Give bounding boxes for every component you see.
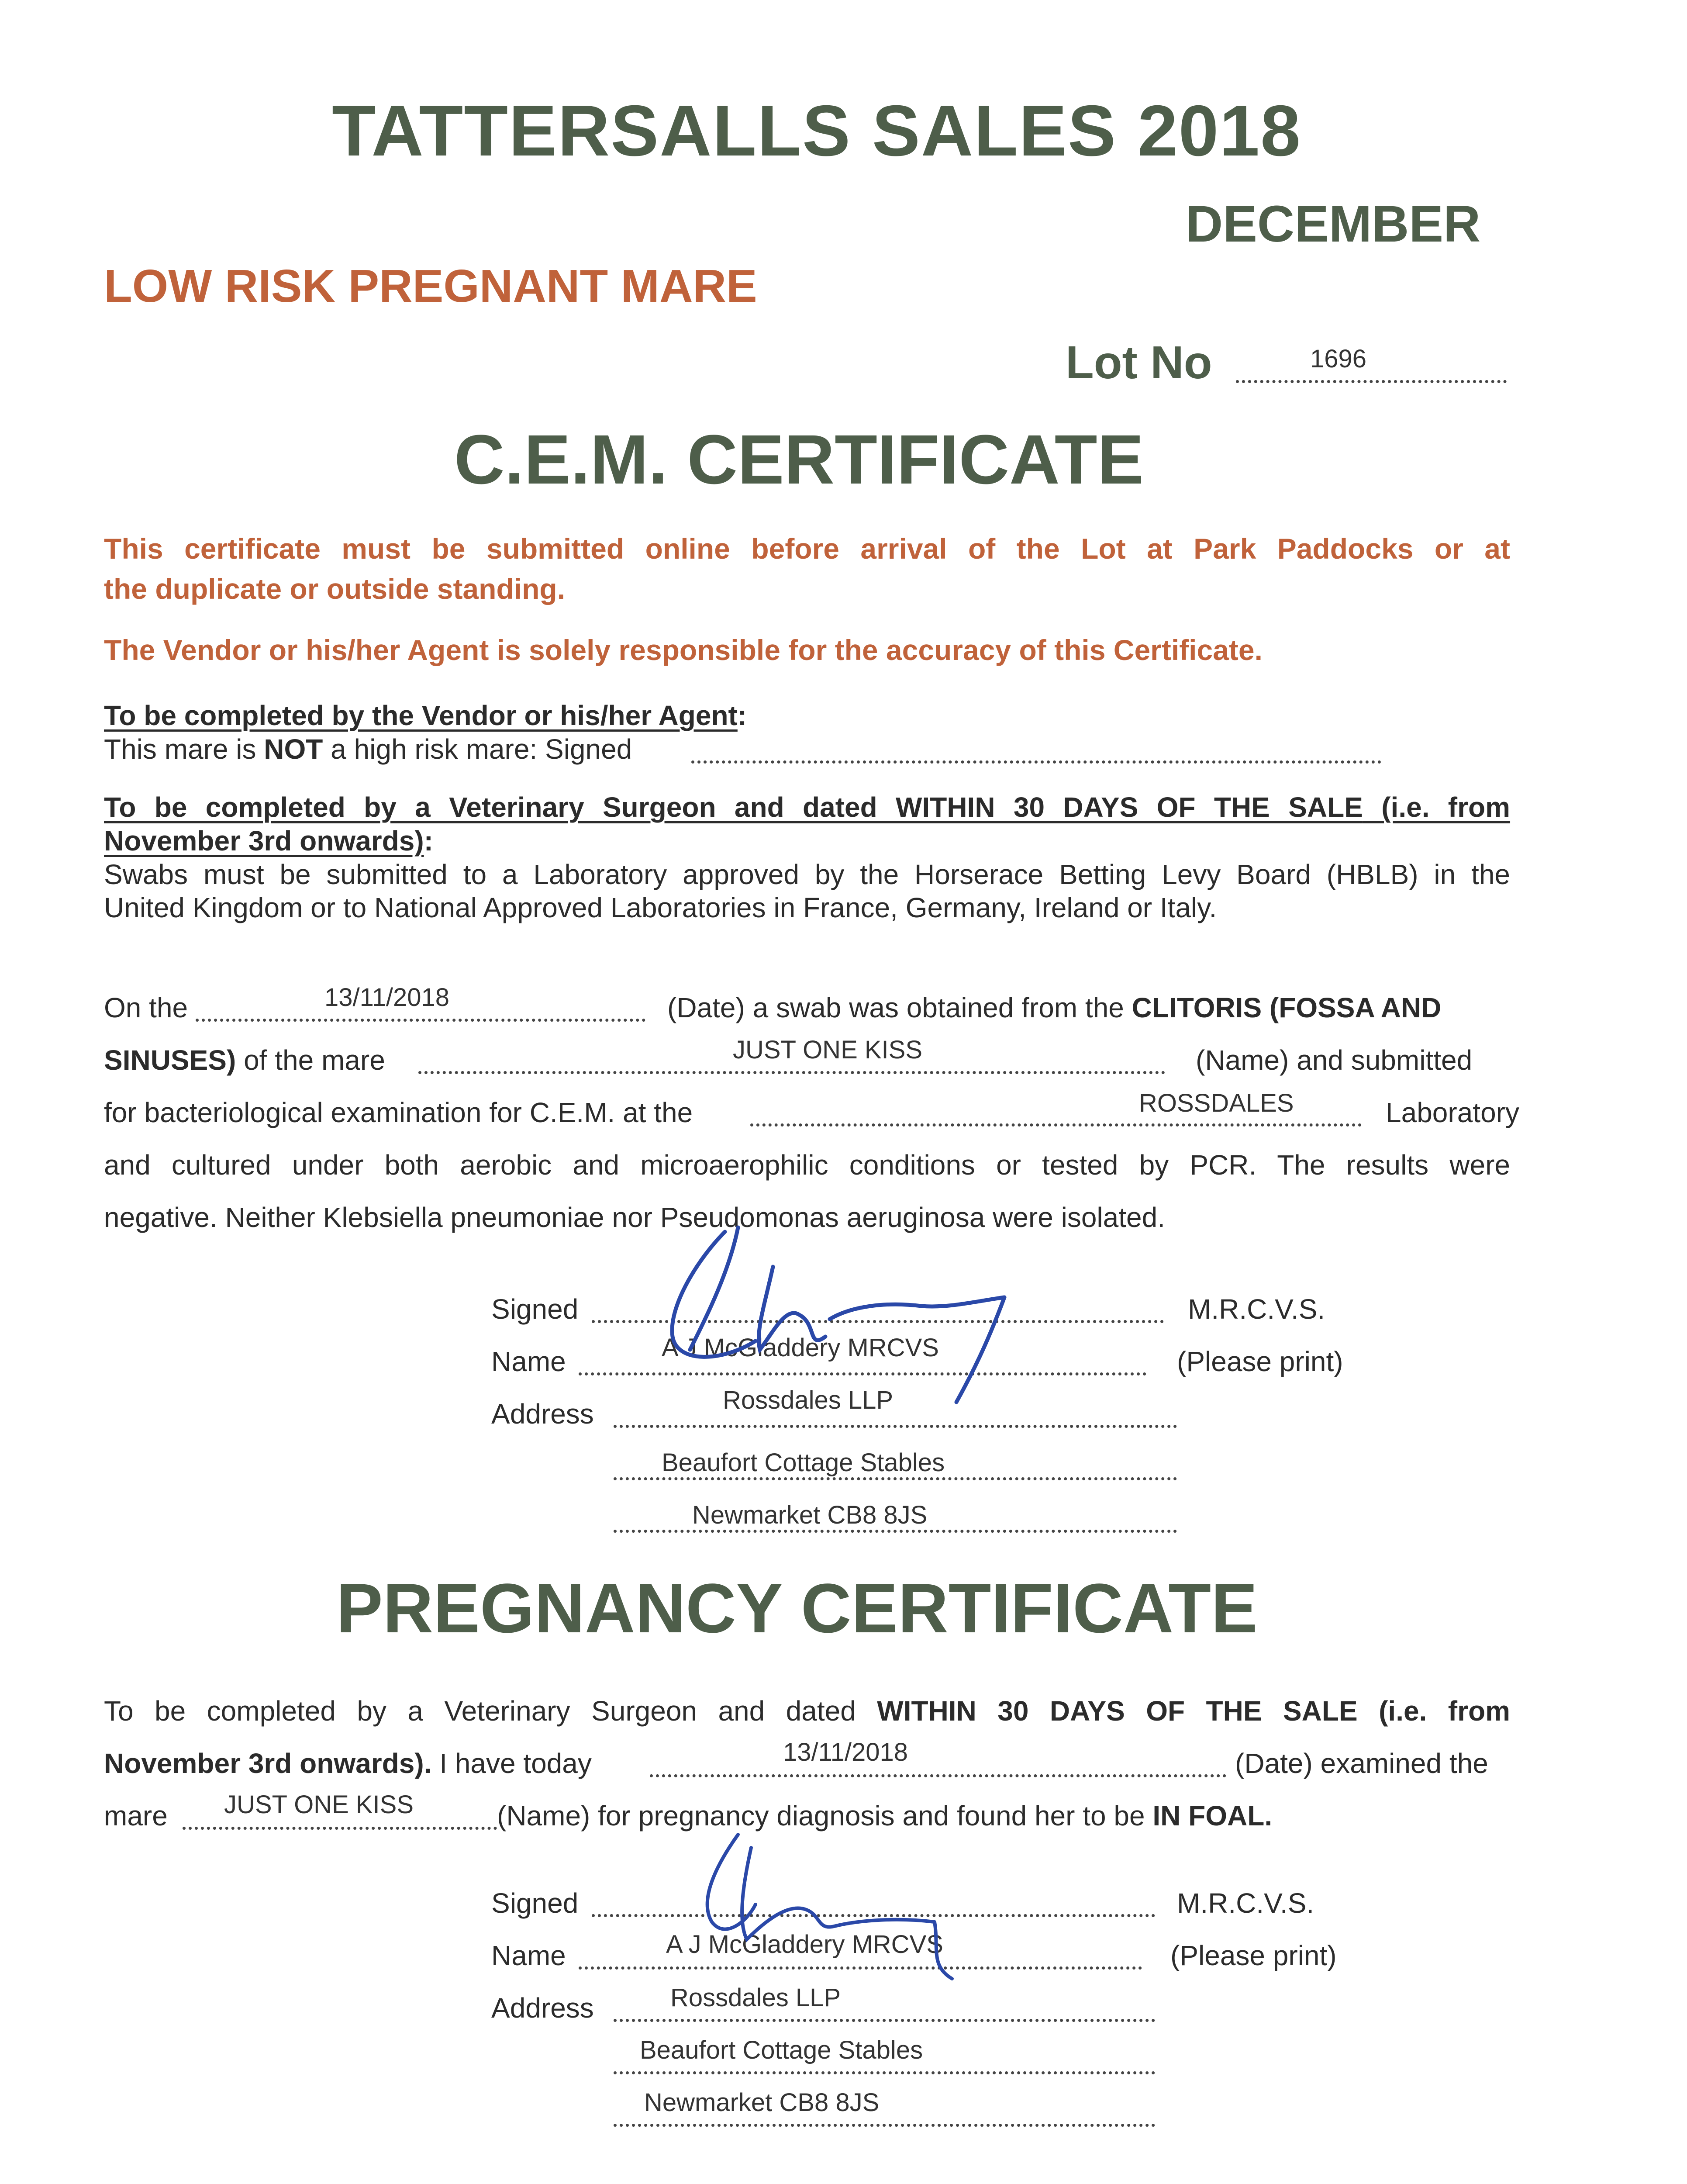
lot-dotted-line — [1236, 380, 1507, 383]
mare-name-suffix: (Name) and submitted — [1196, 1044, 1473, 1076]
cem-signed-label: Signed — [491, 1293, 579, 1325]
vet-heading-line-1a: To be completed by a Veterinary Surgeon and dated — [104, 791, 896, 823]
preg-address-2-value: Beaufort Cottage Stables — [640, 2036, 923, 2064]
lot-label: Lot No — [1066, 337, 1212, 388]
in-foal-text: IN FOAL. — [1152, 1800, 1273, 1832]
vendor-line-end: a high risk mare: Signed — [323, 733, 632, 765]
preg-name-value: A J McGladdery MRCVS — [666, 1930, 943, 1959]
preg-mrcvs: M.R.C.V.S. — [1177, 1887, 1314, 1919]
vet-heading-line-2: November 3rd onwards) — [104, 825, 424, 857]
cem-address-3-value: Newmarket CB8 8JS — [692, 1501, 928, 1529]
swab-date-value: 13/11/2018 — [324, 983, 449, 1012]
vendor-line-start: This mare is — [104, 733, 264, 765]
vendor-line-not: NOT — [264, 733, 323, 765]
cem-name-label: Name — [491, 1346, 566, 1377]
cem-handwritten-signature — [642, 1219, 1035, 1415]
vendor-section — [104, 699, 1458, 766]
laboratory-line — [750, 1123, 1362, 1127]
laboratory-value: ROSSDALES — [1139, 1089, 1294, 1117]
laboratory-suffix: Laboratory — [1386, 1097, 1519, 1128]
preg-mare-line — [183, 1827, 497, 1830]
vet-heading-within: WITHIN 30 DAYS OF THE SALE — [896, 791, 1363, 823]
on-the-label: On the — [104, 992, 188, 1023]
cem-title: C.E.M. CERTIFICATE — [454, 420, 1144, 498]
swabs-line-1: Swabs must be submitted to a Laboratory approved by the Horserace Betting Levy Board (HBLB) in the — [104, 858, 1510, 890]
vet-heading-colon: : — [424, 825, 433, 857]
vendor-signature-line — [691, 760, 1381, 764]
preg-mare-value: JUST ONE KISS — [224, 1790, 414, 1819]
preg-november-text: November 3rd onwards). — [104, 1748, 432, 1779]
sale-title: TATTERSALLS SALES 2018 — [332, 90, 1301, 171]
clitoris-text: CLITORIS (FOSSA AND — [1132, 992, 1442, 1023]
submission-notice-line-2: the duplicate or outside standing. — [104, 573, 566, 605]
preg-address-1-value: Rossdales LLP — [670, 1984, 841, 2012]
pregnancy-title: PREGNANCY CERTIFICATE — [336, 1569, 1258, 1647]
cem-paragraph — [104, 983, 1519, 1254]
cem-name-value: A J McGladdery MRCVS — [662, 1334, 939, 1362]
preg-line-1: To be completed by a Veterinary Surgeon and dated WITHIN 30 DAYS OF THE SALE (i.e. from — [104, 1695, 1511, 1727]
preg-within-text: WITHIN 30 DAYS OF THE SALE (i.e. from — [877, 1695, 1511, 1727]
cem-address-line-2 — [614, 1477, 1177, 1480]
mare-category: LOW RISK PREGNANT MARE — [104, 260, 757, 312]
preg-mare-label: mare — [104, 1800, 168, 1832]
cem-address-2-value: Beaufort Cottage Stables — [662, 1448, 945, 1477]
cem-please-print: (Please print) — [1177, 1346, 1343, 1377]
cem-address-label: Address — [491, 1398, 594, 1430]
preg-address-3-value: Newmarket CB8 8JS — [644, 2088, 880, 2117]
preg-address-line-1 — [614, 2019, 1155, 2022]
submission-notice-line-1: This certificate must be submitted online before arrival of the Lot at Park Paddocks or at — [104, 532, 1510, 565]
preg-date-line — [650, 1774, 1226, 1777]
cultured-text: and cultured under both aerobic and microaerophilic conditions or tested by PCR. The results were — [104, 1149, 1510, 1181]
preg-line-2-start: November 3rd onwards). I have today — [104, 1748, 592, 1779]
cem-address-line-3 — [614, 1530, 1177, 1533]
vet-heading-line-1c: (i.e. from — [1363, 791, 1511, 823]
swab-date-line — [196, 1019, 645, 1022]
preg-address-line-3 — [614, 2124, 1155, 2127]
sinuses-line-start: SINUSES) of the mare — [104, 1044, 385, 1076]
preg-name-label: Name — [491, 1940, 566, 1971]
mare-name-value: JUST ONE KISS — [733, 1036, 923, 1064]
preg-date-value: 13/11/2018 — [783, 1738, 908, 1766]
preg-line-3-end: (Name) for pregnancy diagnosis and found her to be IN FOAL. — [497, 1800, 1273, 1832]
vendor-heading: To be completed by the Vendor or his/her Agent — [104, 700, 738, 731]
sinuses-text: SINUSES) — [104, 1044, 236, 1076]
preg-address-label: Address — [491, 1992, 594, 2024]
vendor-heading-colon: : — [737, 700, 747, 731]
cem-address-line-1 — [614, 1425, 1177, 1428]
submission-notice — [104, 529, 1510, 609]
cem-address-1-value: Rossdales LLP — [723, 1386, 894, 1414]
lot-number-field — [1066, 336, 1515, 393]
preg-signed-label: Signed — [491, 1887, 579, 1919]
negative-text: negative. Neither Klebsiella pneumoniae nor Pseudomonas aeruginosa were isolated. — [104, 1202, 1165, 1233]
sale-month: DECEMBER — [1186, 195, 1481, 253]
preg-please-print: (Please print) — [1170, 1940, 1337, 1971]
cem-mrcvs: M.R.C.V.S. — [1188, 1293, 1325, 1325]
accuracy-notice: The Vendor or his/her Agent is solely responsible for the accuracy of this Certificate. — [104, 634, 1263, 666]
preg-address-line-2 — [614, 2071, 1155, 2074]
mare-name-line — [418, 1071, 1165, 1074]
swab-date-suffix: (Date) a swab was obtained from the CLITORIS (FOSSA AND — [667, 992, 1442, 1023]
vet-heading — [104, 791, 1510, 925]
preg-line-2-end: (Date) examined the — [1235, 1748, 1488, 1779]
swabs-line-2: United Kingdom or to National Approved Laboratories in France, Germany, Ireland or Italy. — [104, 892, 1217, 924]
lot-number-value: 1696 — [1310, 345, 1367, 373]
bacteriological-text: for bacteriological examination for C.E.M. at the — [104, 1097, 693, 1128]
preg-handwritten-signature — [673, 1821, 978, 1996]
